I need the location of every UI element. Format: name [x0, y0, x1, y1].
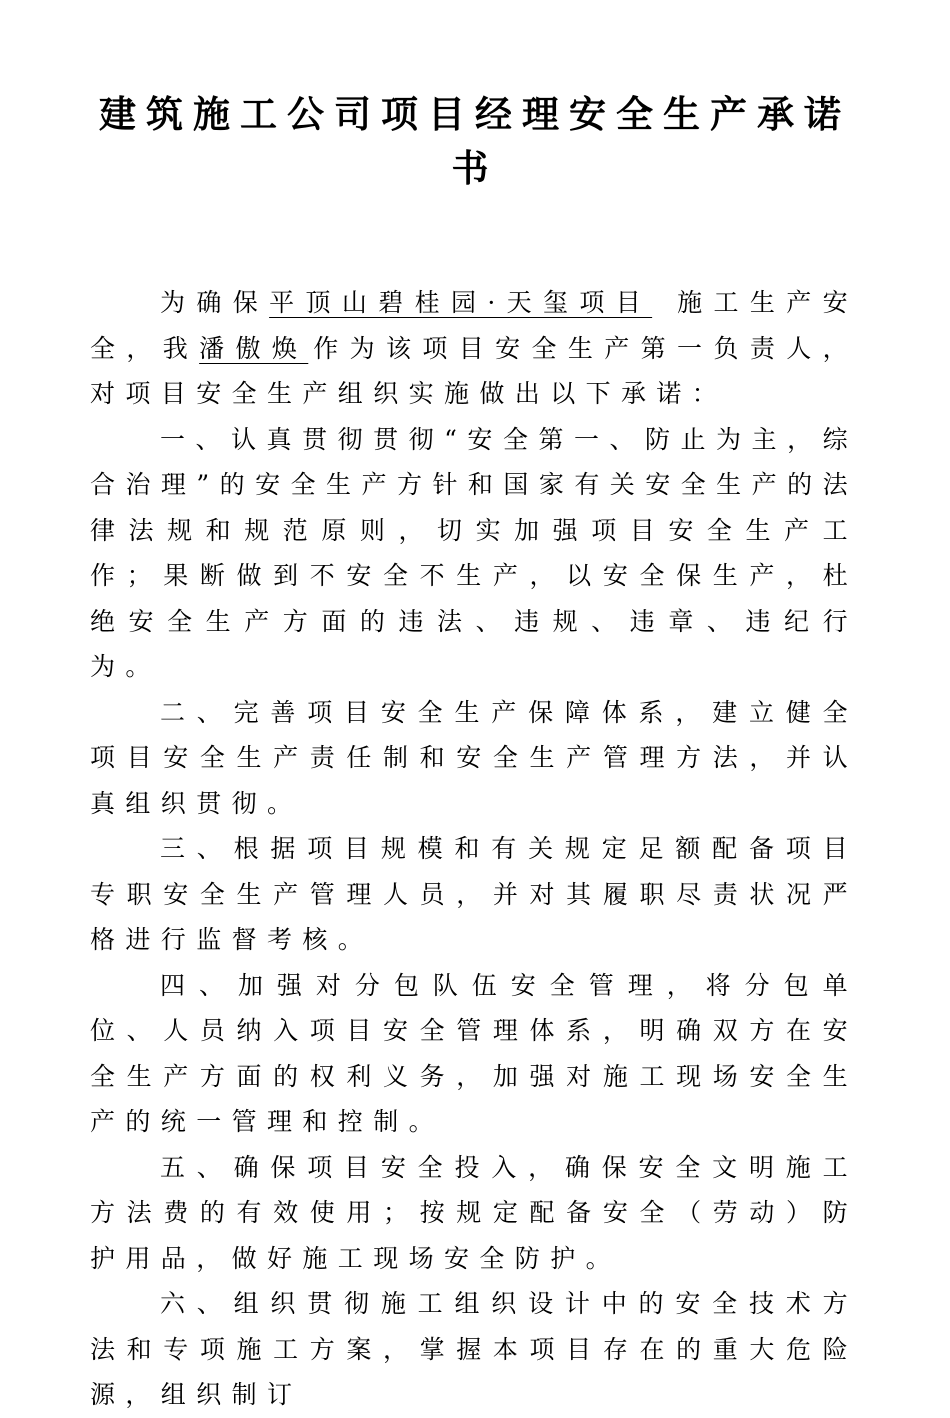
clause-paragraph-6: 六、组织贯彻施工组织设计中的安全技术方法和专项施工方案，掌握本项目存在的重大危险源，组织制订: [90, 1289, 858, 1409]
clause-paragraph-5: 五、确保项目安全投入，确保安全文明施工方法费的有效使用；按规定配备安全（劳动）防护用品，做好施工现场安全防护。: [90, 1152, 858, 1273]
clause-paragraph-1: 一、认真贯彻贯彻“安全第一、防止为主，综合治理”的安全生产方针和国家有关安全生产的法律法规和规范原则，切实加强项目安全生产工作；果断做到不安全不生产，以安全保生产，杜绝安全生产方面的违法、违规、违章、违纪行为。: [90, 424, 858, 681]
intro-text-2: 施工生产安全，我: [90, 288, 858, 363]
manager-name: 潘傲焕: [199, 333, 309, 363]
intro-text-3: 作为该项目安全生产第一负责人，对项目安全生产组织实施做出以下承诺：: [90, 333, 858, 408]
clause-paragraph-4: 四、加强对分包队伍安全管理，将分包单位、人员纳入项目安全管理体系，明确双方在安全生产方面的权利义务，加强对施工现场安全生产的统一管理和控制。: [90, 970, 858, 1136]
document-body: [90, 280, 858, 1418]
project-name: 平顶山碧桂园·天玺项目: [269, 288, 653, 317]
clause-paragraph-2: 二、完善项目安全生产保障体系，建立健全项目安全生产责任制和安全生产管理方法，并认真组织贯彻。: [90, 697, 858, 818]
document-title: 建筑施工公司项目经理安全生产承诺书: [99, 93, 851, 190]
clause-paragraph-3: 三、根据项目规模和有关规定足额配备项目专职安全生产管理人员，并对其履职尽责状况严格进行监督考核。: [90, 834, 858, 954]
project-name-field: [269, 288, 676, 317]
intro-text-1: 为确保: [160, 288, 270, 317]
intro-paragraph: [90, 280, 858, 417]
manager-name-field: [199, 334, 312, 363]
